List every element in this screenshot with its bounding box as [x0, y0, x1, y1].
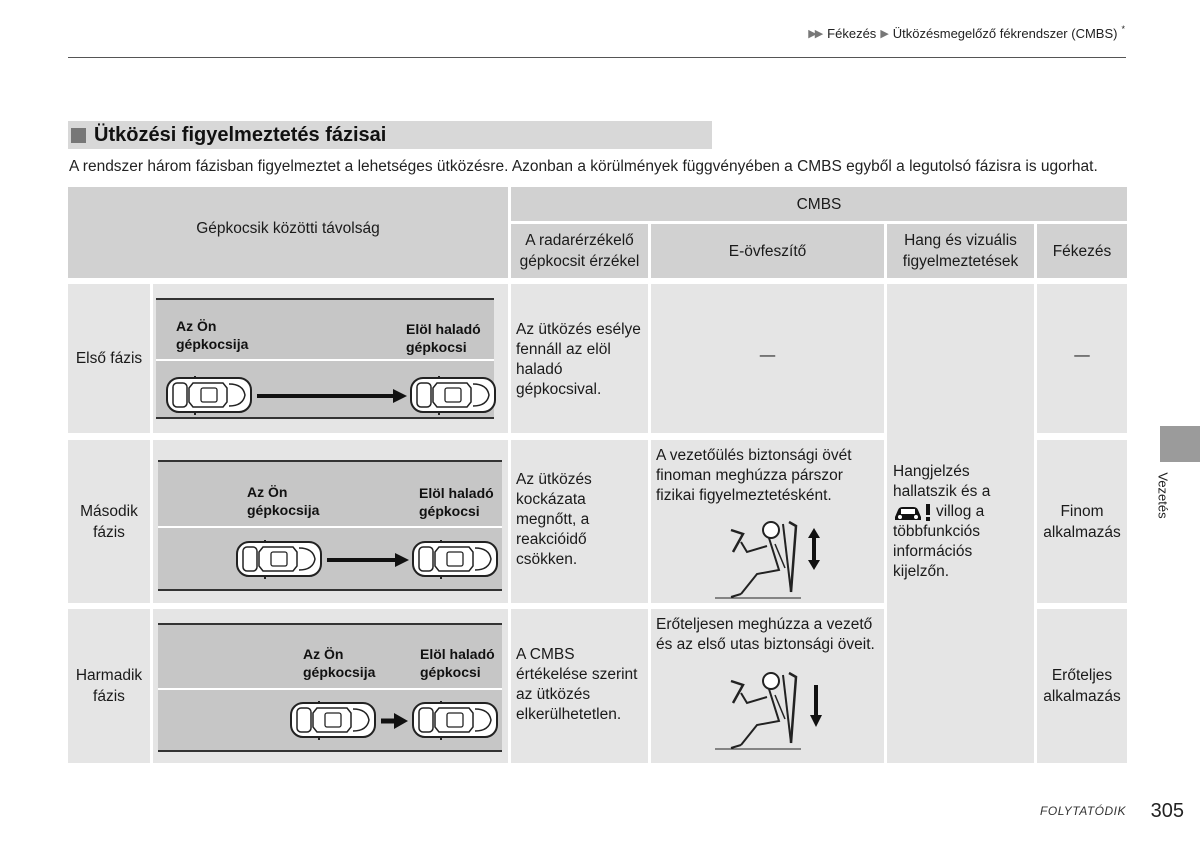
- header-cmbs: [511, 187, 1127, 221]
- phase1-label-text: Első fázis: [75, 350, 143, 367]
- header-warning-line2: figyelmeztetések: [902, 253, 1019, 270]
- phase2-label: Második fázis: [68, 440, 150, 603]
- lead-car-label: Elöl haladó gépkocsi: [406, 321, 481, 355]
- phase2-radar: Az ütközés kockázata megnőtt, a reakcióidő csökken.: [511, 440, 648, 603]
- lead-car-label: Elöl haladó gépkocsi: [419, 485, 494, 519]
- footnote-mark: *: [1121, 23, 1125, 34]
- phase1-brake-dash: —: [1074, 347, 1090, 364]
- warning-line1: Hangjelzés: [893, 463, 970, 480]
- phase3-label: Harmadik fázis: [68, 609, 150, 763]
- phase3-belt-text: Erőteljesen meghúzza a vezető és az első utas biztonsági öveit.: [656, 616, 875, 653]
- lead-car-icon: [411, 540, 499, 580]
- continue-label: FOLYTATÓDIK: [1040, 804, 1126, 818]
- phase2-belt: [651, 440, 884, 603]
- lead-car-icon: [411, 701, 499, 741]
- own-car-label: Az Ön gépkocsija: [303, 646, 376, 680]
- arrow-right-icon: [327, 552, 411, 568]
- section-heading: [68, 121, 712, 149]
- header-warning: [887, 224, 1034, 278]
- phase3-radar: A CMBS értékelése szerint az ütközés elkerülhetetlen.: [511, 609, 648, 763]
- arrow-down-icon: [809, 685, 823, 727]
- lead-car-icon: [409, 376, 497, 416]
- phase1-belt: [651, 284, 884, 433]
- warning-line4: többfunkciós: [893, 523, 981, 540]
- warning-line2: hallatszik és a: [893, 483, 991, 500]
- header-cmbs-label: CMBS: [796, 195, 842, 213]
- own-car-label: Az Ön gépkocsija: [247, 484, 320, 518]
- play-triangle-icon: ▶▶: [808, 28, 822, 40]
- phase1-diagram: [153, 284, 508, 433]
- cmbs-warning-icon: [893, 503, 933, 521]
- header-radar-line2: gépkocsit érzékel: [519, 253, 640, 270]
- header-distance: [68, 187, 508, 278]
- phase3-belt: [651, 609, 884, 763]
- phase3-brake: Erőteljes alkalmazás: [1037, 609, 1127, 763]
- seatbelt-driver-icon: [701, 512, 821, 602]
- phase2-brake: Finom alkalmazás: [1037, 440, 1127, 603]
- own-car-icon: [165, 376, 253, 416]
- breadcrumb: [808, 23, 1125, 41]
- phase-table: [68, 187, 1127, 763]
- own-car-icon: [289, 701, 377, 741]
- breadcrumb-level2[interactable]: Ütközésmegelőző fékrendszer (CMBS): [892, 26, 1118, 41]
- phase1-radar: Az ütközés esélye fennáll az elöl haladó gépkocsival.: [511, 284, 648, 433]
- double-arrow-icon: [807, 528, 821, 570]
- own-car-label: Az Ön gépkocsija: [176, 318, 249, 352]
- arrow-right-icon: [381, 713, 409, 729]
- header-radar: [511, 224, 648, 278]
- header-belt-label: E-övfeszítő: [728, 242, 807, 260]
- own-car-icon: [235, 540, 323, 580]
- play-triangle-icon: ▶: [880, 28, 887, 40]
- warning-line5: információs: [893, 543, 973, 560]
- phase1-belt-dash: —: [759, 347, 776, 364]
- warning-line6: kijelzőn.: [893, 563, 949, 580]
- header-warning-line1: Hang és vizuális: [904, 232, 1017, 249]
- warning-line3: villog a: [936, 503, 985, 520]
- breadcrumb-level1[interactable]: Fékezés: [827, 26, 877, 41]
- header-brake: [1037, 224, 1127, 278]
- header-belt: [651, 224, 884, 278]
- page-number: 305: [1150, 800, 1184, 822]
- intro-paragraph: A rendszer három fázisban figyelmeztet a lehetséges ütközésre. Azonban a körülmények függvényében a CMBS egyből a legutolsó fázisra is ugorhat.: [69, 158, 1098, 175]
- section-title: Ütközési figyelmeztetés fázisai: [94, 123, 387, 146]
- header-radar-line1: A radarérzékelő: [525, 232, 634, 249]
- warning-cell: [887, 284, 1034, 763]
- phase2-belt-text: A vezetőülés biztonsági övét finoman meghúzza párszor fizikai figyelmeztetésként.: [656, 447, 852, 504]
- section-square-icon: [71, 128, 86, 143]
- seatbelt-driver-icon: [701, 663, 821, 753]
- arrow-right-icon: [257, 388, 409, 404]
- phase1-brake: [1037, 284, 1127, 433]
- header-brake-label: Fékezés: [1052, 242, 1112, 260]
- header-distance-label: Gépkocsik közötti távolság: [196, 220, 380, 237]
- phase1-label: [68, 284, 150, 433]
- chapter-tab[interactable]: [1160, 426, 1200, 462]
- header-divider: [68, 57, 1126, 58]
- lead-car-label: Elöl haladó gépkocsi: [420, 646, 495, 680]
- phase3-diagram: [153, 609, 508, 763]
- chapter-label: Vezetés: [1155, 472, 1171, 519]
- phase2-diagram: [153, 440, 508, 603]
